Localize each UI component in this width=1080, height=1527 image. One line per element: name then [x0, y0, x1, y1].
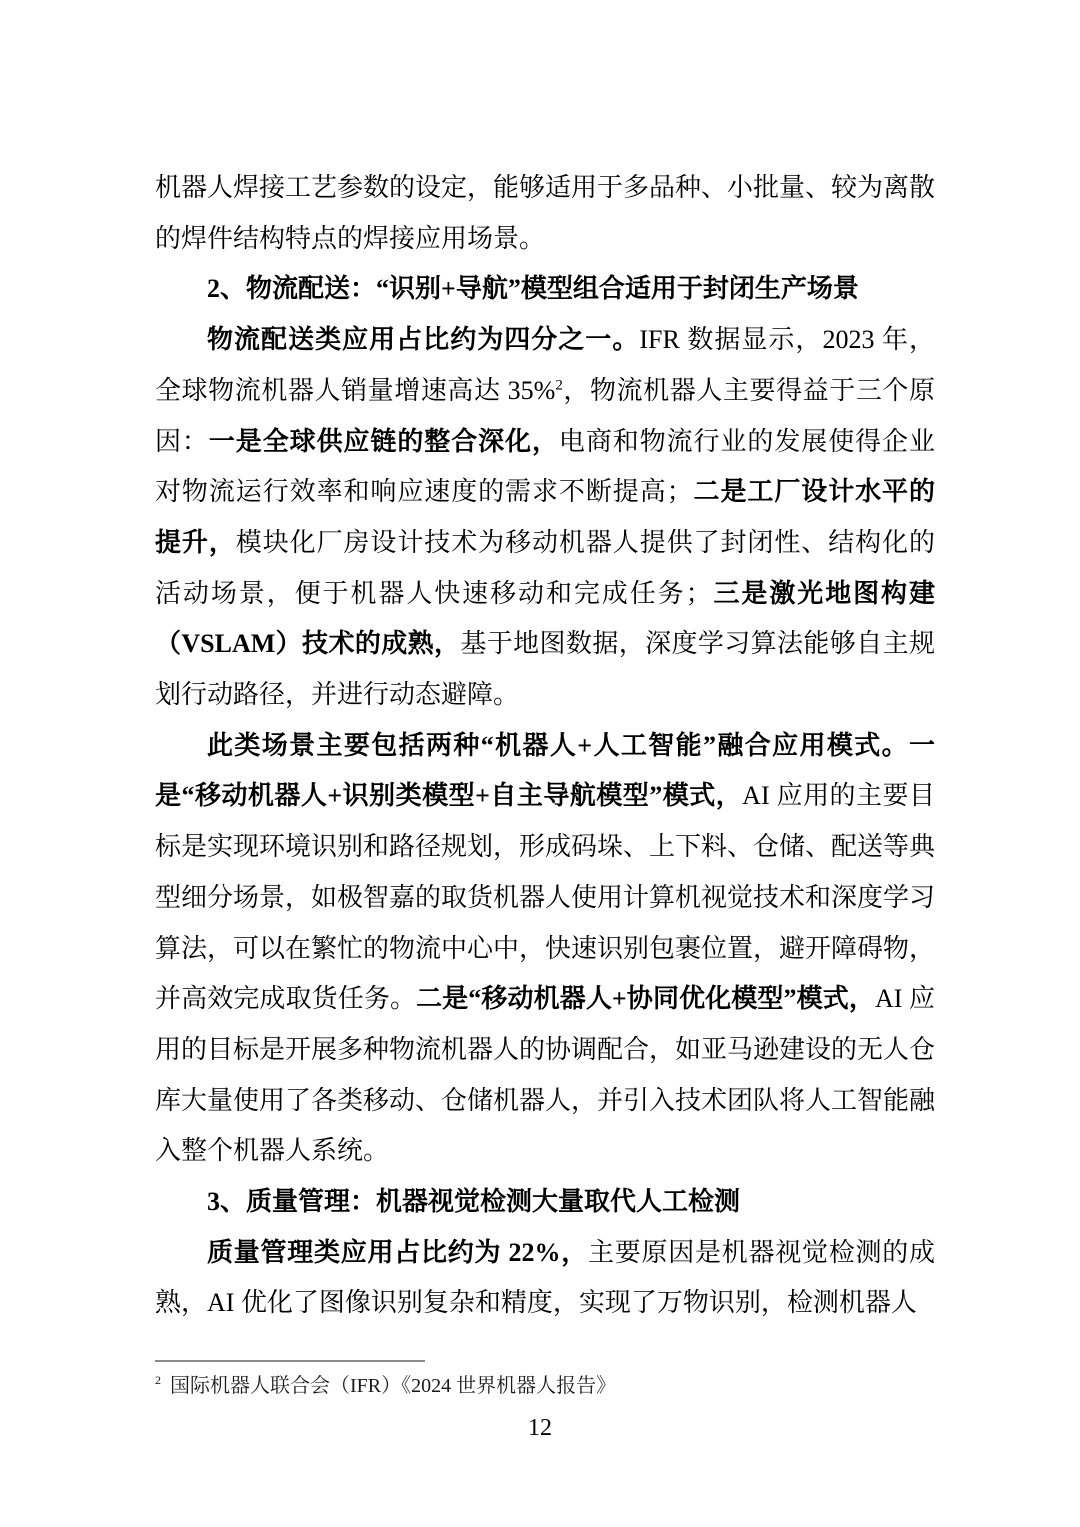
- bold-text-run: 质量管理类应用占比约为 22%，: [207, 1237, 588, 1267]
- paragraph: [155, 1228, 935, 1329]
- text-run: 基于地图数据，深度学习算法能够自主规划行动路径，并进行动态避障。: [155, 629, 935, 710]
- document-body: [155, 163, 935, 1329]
- text-run: 机器人焊接工艺参数的设定，能够适用于多品种、小批量、较为离散的焊件结构特点的焊接应用场景。: [155, 173, 936, 253]
- bold-text-run: 2、物流配送：“识别+导航”模型组合适用于封闭生产场景: [207, 274, 859, 304]
- footnote: [155, 1373, 935, 1399]
- text-run: AI 应用的目标是开展多种物流机器人的协调配合，如亚马逊建设的无人仓库大量使用了各类移动、仓储机器人，并引入技术团队将人工智能融入整个机器人系统。: [155, 984, 936, 1166]
- bold-text-run: 一是全球供应链的整合深化，: [208, 426, 559, 456]
- bold-text-run: 三是激光地图构建（VSLAM）技术的成熟，: [155, 578, 935, 659]
- bold-text-run: 3、质量管理：机器视觉检测大量取代人工检测: [207, 1187, 741, 1217]
- text-run: ，物流机器人主要得益于三个原因：: [155, 375, 935, 456]
- paragraph: [155, 721, 935, 1177]
- footnote-area: [155, 1360, 935, 1399]
- footnote-divider: [155, 1360, 425, 1362]
- text-run: 电商和物流行业的发展使得企业对物流运行效率和响应速度的需求不断提高；: [155, 426, 935, 507]
- footnote-reference: 2: [555, 377, 563, 394]
- text-run: 模块化厂房设计技术为移动机器人提供了封闭性、结构化的活动场景，便于机器人快速移动和完成任务；: [155, 527, 935, 608]
- section-heading: [155, 264, 935, 315]
- bold-text-run: 此类场景主要包括两种“机器人+人工智能”融合应用模式。一是“移动机器人+识别类模型+自主导航模型”模式，: [155, 730, 935, 811]
- paragraph: [155, 163, 935, 264]
- bold-text-run: 二是工厂设计水平的提升，: [155, 477, 935, 557]
- text-run: AI 应用的主要目标是实现环境识别和路径规划，形成码垛、上下料、仓储、配送等典型细分场景，如极智嘉的取货机器人使用计算机视觉技术和深度学习算法，可以在繁忙的物流中心中，快速识别包裹位置，避开障碍物，并高效完成取货任务。: [155, 781, 936, 1014]
- text-run: IFR 数据显示，2023 年，全球物流机器人销量增速高达 35%: [155, 325, 935, 405]
- section-heading: [155, 1177, 935, 1228]
- text-run: 主要原因是机器视觉检测的成熟，AI 优化了图像识别复杂和精度，实现了万物识别，检测机器人: [155, 1237, 935, 1318]
- page-number: 12: [528, 1415, 552, 1441]
- paragraph: [155, 315, 935, 721]
- bold-text-run: 二是“移动机器人+协同优化模型”模式，: [416, 984, 875, 1014]
- bold-text-run: 物流配送类应用占比约为四分之一。: [207, 325, 640, 355]
- footnote-marker: 2: [155, 1373, 161, 1388]
- footnote-text: 国际机器人联合会（IFR）《2024 世界机器人报告》: [170, 1375, 617, 1397]
